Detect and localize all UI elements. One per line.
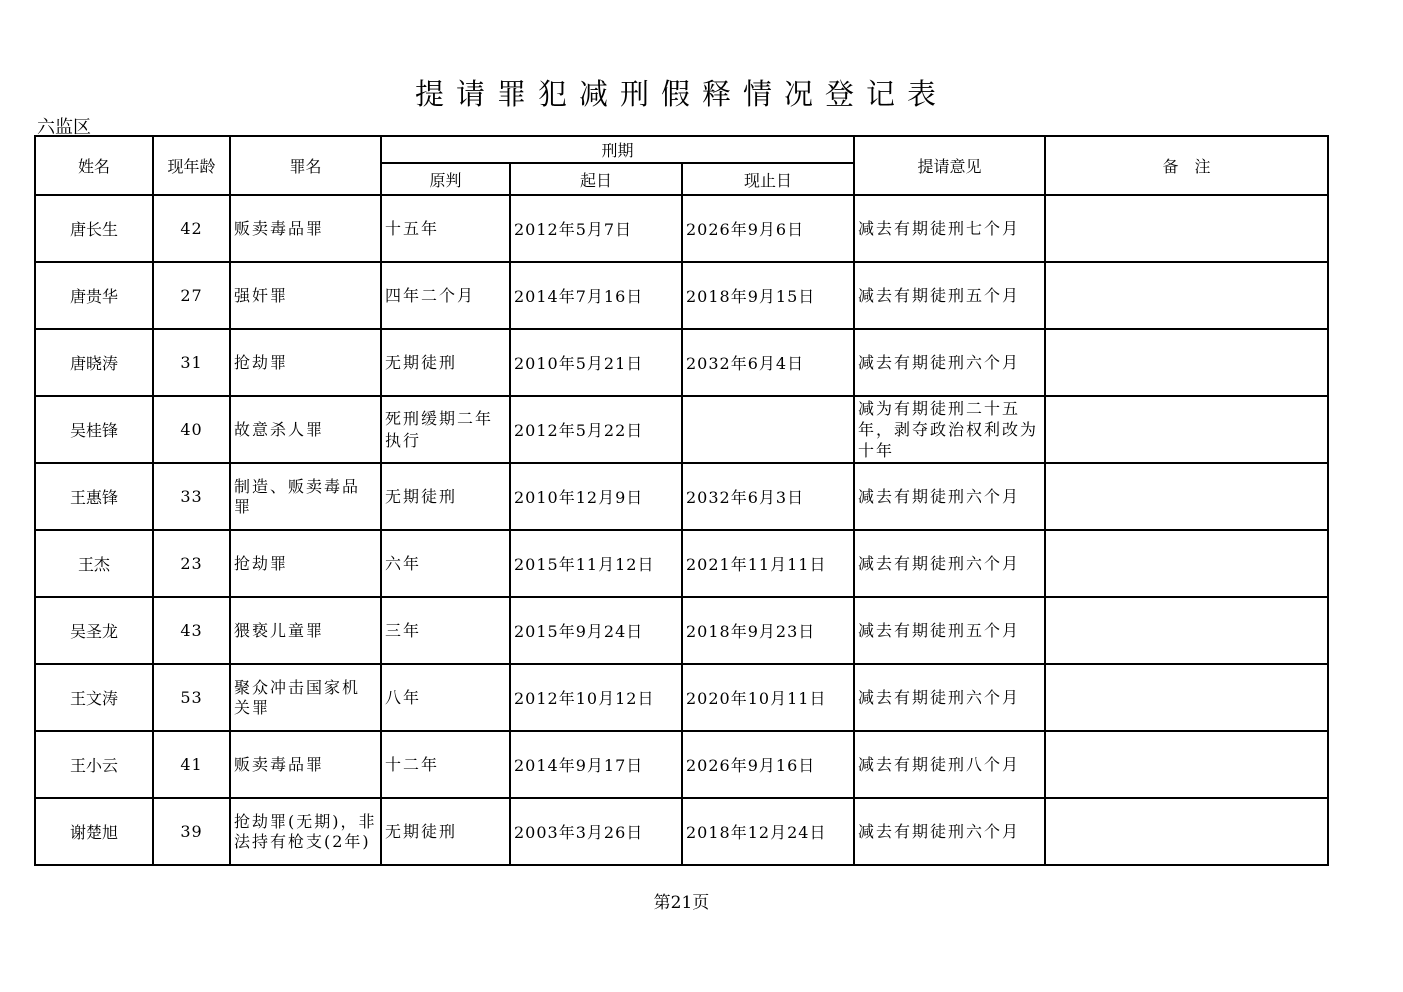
- cell-end-date: 2018年9月15日: [682, 262, 854, 329]
- page-number: 第21页: [653, 893, 710, 913]
- header-name: 姓名: [35, 136, 153, 195]
- cell-name: 唐贵华: [35, 262, 153, 329]
- cell-start-date: 2012年10月12日: [510, 664, 682, 731]
- cell-opinion: 减去有期徒刑五个月: [854, 262, 1045, 329]
- cell-crime: 猥亵儿童罪: [230, 597, 381, 664]
- cell-remarks: [1045, 463, 1328, 530]
- table-row: [35, 463, 1328, 530]
- cell-name: 吴圣龙: [35, 597, 153, 664]
- cell-original-sentence: 死刑缓期二年执行: [381, 396, 510, 463]
- cell-opinion: 减去有期徒刑六个月: [854, 664, 1045, 731]
- cell-original-sentence: 无期徒刑: [381, 463, 510, 530]
- cell-age: 39: [153, 798, 230, 865]
- cell-crime: 抢劫罪: [230, 530, 381, 597]
- cell-original-sentence: 四年二个月: [381, 262, 510, 329]
- cell-opinion: 减去有期徒刑七个月: [854, 195, 1045, 262]
- cell-start-date: 2010年5月21日: [510, 329, 682, 396]
- cell-remarks: [1045, 329, 1328, 396]
- cell-name: 吴桂锋: [35, 396, 153, 463]
- cell-name: 王文涛: [35, 664, 153, 731]
- cell-end-date: 2018年9月23日: [682, 597, 854, 664]
- cell-age: 43: [153, 597, 230, 664]
- cell-crime: 抢劫罪: [230, 329, 381, 396]
- cell-opinion: 减去有期徒刑六个月: [854, 329, 1045, 396]
- cell-remarks: [1045, 262, 1328, 329]
- header-crime: 罪名: [230, 136, 381, 195]
- cell-age: 31: [153, 329, 230, 396]
- cell-opinion: 减去有期徒刑六个月: [854, 530, 1045, 597]
- cell-remarks: [1045, 530, 1328, 597]
- cell-original-sentence: 三年: [381, 597, 510, 664]
- table-row: [35, 731, 1328, 798]
- cell-opinion: 减去有期徒刑六个月: [854, 798, 1045, 865]
- cell-original-sentence: 十五年: [381, 195, 510, 262]
- cell-name: 王惠锋: [35, 463, 153, 530]
- cell-name: 唐晓涛: [35, 329, 153, 396]
- cell-crime: 故意杀人罪: [230, 396, 381, 463]
- cell-opinion: 减为有期徒刑二十五年，剥夺政治权利改为十年: [854, 396, 1045, 463]
- cell-crime: 抢劫罪(无期)，非法持有枪支(2年): [230, 798, 381, 865]
- cell-name: 王杰: [35, 530, 153, 597]
- cell-remarks: [1045, 731, 1328, 798]
- table-row: [35, 597, 1328, 664]
- cell-end-date: 2026年9月16日: [682, 731, 854, 798]
- cell-age: 42: [153, 195, 230, 262]
- cell-remarks: [1045, 798, 1328, 865]
- cell-start-date: 2010年12月9日: [510, 463, 682, 530]
- cell-end-date: [682, 396, 854, 463]
- header-opinion: 提请意见: [854, 136, 1045, 195]
- cell-start-date: 2014年7月16日: [510, 262, 682, 329]
- table-row: [35, 798, 1328, 865]
- cell-crime: 贩卖毒品罪: [230, 195, 381, 262]
- cell-age: 53: [153, 664, 230, 731]
- section-label: 六监区: [37, 117, 91, 138]
- cell-age: 41: [153, 731, 230, 798]
- cell-start-date: 2003年3月26日: [510, 798, 682, 865]
- table-row: [35, 396, 1328, 463]
- cell-original-sentence: 六年: [381, 530, 510, 597]
- cell-end-date: 2020年10月11日: [682, 664, 854, 731]
- cell-end-date: 2032年6月4日: [682, 329, 854, 396]
- cell-end-date: 2026年9月6日: [682, 195, 854, 262]
- cell-opinion: 减去有期徒刑六个月: [854, 463, 1045, 530]
- cell-remarks: [1045, 664, 1328, 731]
- table-row: [35, 195, 1328, 262]
- cell-start-date: 2012年5月22日: [510, 396, 682, 463]
- cell-original-sentence: 十二年: [381, 731, 510, 798]
- header-original-sentence: 原判: [381, 163, 510, 195]
- cell-name: 王小云: [35, 731, 153, 798]
- cell-start-date: 2014年9月17日: [510, 731, 682, 798]
- cell-opinion: 减去有期徒刑八个月: [854, 731, 1045, 798]
- cell-original-sentence: 无期徒刑: [381, 798, 510, 865]
- cell-crime: 聚众冲击国家机关罪: [230, 664, 381, 731]
- cell-age: 40: [153, 396, 230, 463]
- cell-age: 23: [153, 530, 230, 597]
- cell-start-date: 2012年5月7日: [510, 195, 682, 262]
- cell-start-date: 2015年9月24日: [510, 597, 682, 664]
- table-body: [35, 195, 1328, 865]
- cell-name: 谢楚旭: [35, 798, 153, 865]
- cell-age: 33: [153, 463, 230, 530]
- cell-end-date: 2021年11月11日: [682, 530, 854, 597]
- table-row: [35, 262, 1328, 329]
- cell-crime: 制造、贩卖毒品罪: [230, 463, 381, 530]
- header-term: 刑期: [381, 136, 854, 163]
- header-start-date: 起日: [510, 163, 682, 195]
- table-row: [35, 530, 1328, 597]
- cell-age: 27: [153, 262, 230, 329]
- cell-end-date: 2018年12月24日: [682, 798, 854, 865]
- cell-name: 唐长生: [35, 195, 153, 262]
- cell-start-date: 2015年11月12日: [510, 530, 682, 597]
- cell-crime: 强奸罪: [230, 262, 381, 329]
- table-row: [35, 664, 1328, 731]
- cell-end-date: 2032年6月3日: [682, 463, 854, 530]
- cell-crime: 贩卖毒品罪: [230, 731, 381, 798]
- cell-remarks: [1045, 597, 1328, 664]
- table-row: [35, 329, 1328, 396]
- cell-remarks: [1045, 195, 1328, 262]
- header-age: 现年龄: [153, 136, 230, 195]
- cell-opinion: 减去有期徒刑五个月: [854, 597, 1045, 664]
- header-end-date: 现止日: [682, 163, 854, 195]
- header-remarks: 备 注: [1045, 136, 1328, 195]
- cell-original-sentence: 八年: [381, 664, 510, 731]
- register-table: [34, 135, 1329, 866]
- page-title: 提请罪犯减刑假释情况登记表: [414, 77, 948, 111]
- cell-remarks: [1045, 396, 1328, 463]
- cell-original-sentence: 无期徒刑: [381, 329, 510, 396]
